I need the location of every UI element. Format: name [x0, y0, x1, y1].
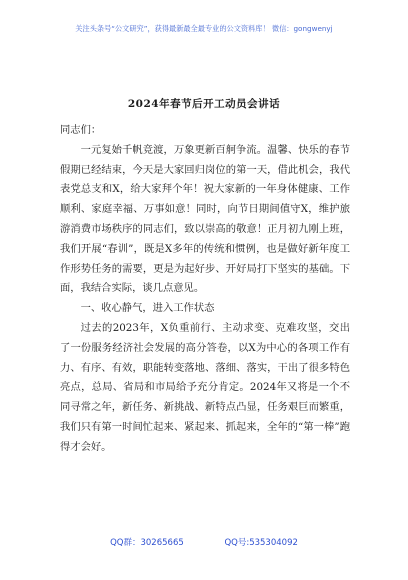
footer-contacts [0, 536, 408, 548]
section-paragraph: 过去的2023年，X负重前行、主动求变、克难攻坚，交出了一份服务经济社会发展的高分答卷，以X为中心的各项工作有力、有序、有效，职能转变落地、落细、落实，干出了很多特色亮点，总局、省局和市局给予充分肯定。2024年又将是一个不同寻常之年，新任务、新挑战、新特点凸显，任务艰巨而繁重，我们只有第一时间忙起来、紧起来、抓起来，全年的“第一棒”跑得才会好。 [60, 321, 350, 453]
section-heading: 一、收心静气，进入工作状态 [80, 302, 215, 315]
document-body [60, 121, 350, 458]
salutation: 同志们： [60, 124, 102, 136]
intro-paragraph: 一元复始千帆竞渡，万象更新百舸争流。温馨、快乐的春节假期已经结束，今天是大家回归岗位的第一天，借此机会，我代表党总支和X，给大家拜个年！祝大家新的一年身体健康、工作顺利、家庭幸福、万事如意！同时，向节日期间值守X，维护旅游消费市场秩序的同志们，致以崇高的敬意！正月初九刚上班，我们开展“春训”，既是X多年的传统和惯例，也是做好新年度工作形势任务的需要，更是为起好步、开好局打下坚实的基础。下面，我结合实际，谈几点意见。 [60, 143, 350, 295]
header-banner: 关注头条号“公文研究”，获得最新最全最专业的公文资料库！ 微信：gongwenyj [75, 24, 333, 33]
footer-qq-number: QQ号:535304092 [224, 538, 298, 548]
footer-qq-group: QQ群：30265665 [110, 538, 184, 548]
document-title: 2024年春节后开工动员会讲话 [127, 98, 281, 110]
